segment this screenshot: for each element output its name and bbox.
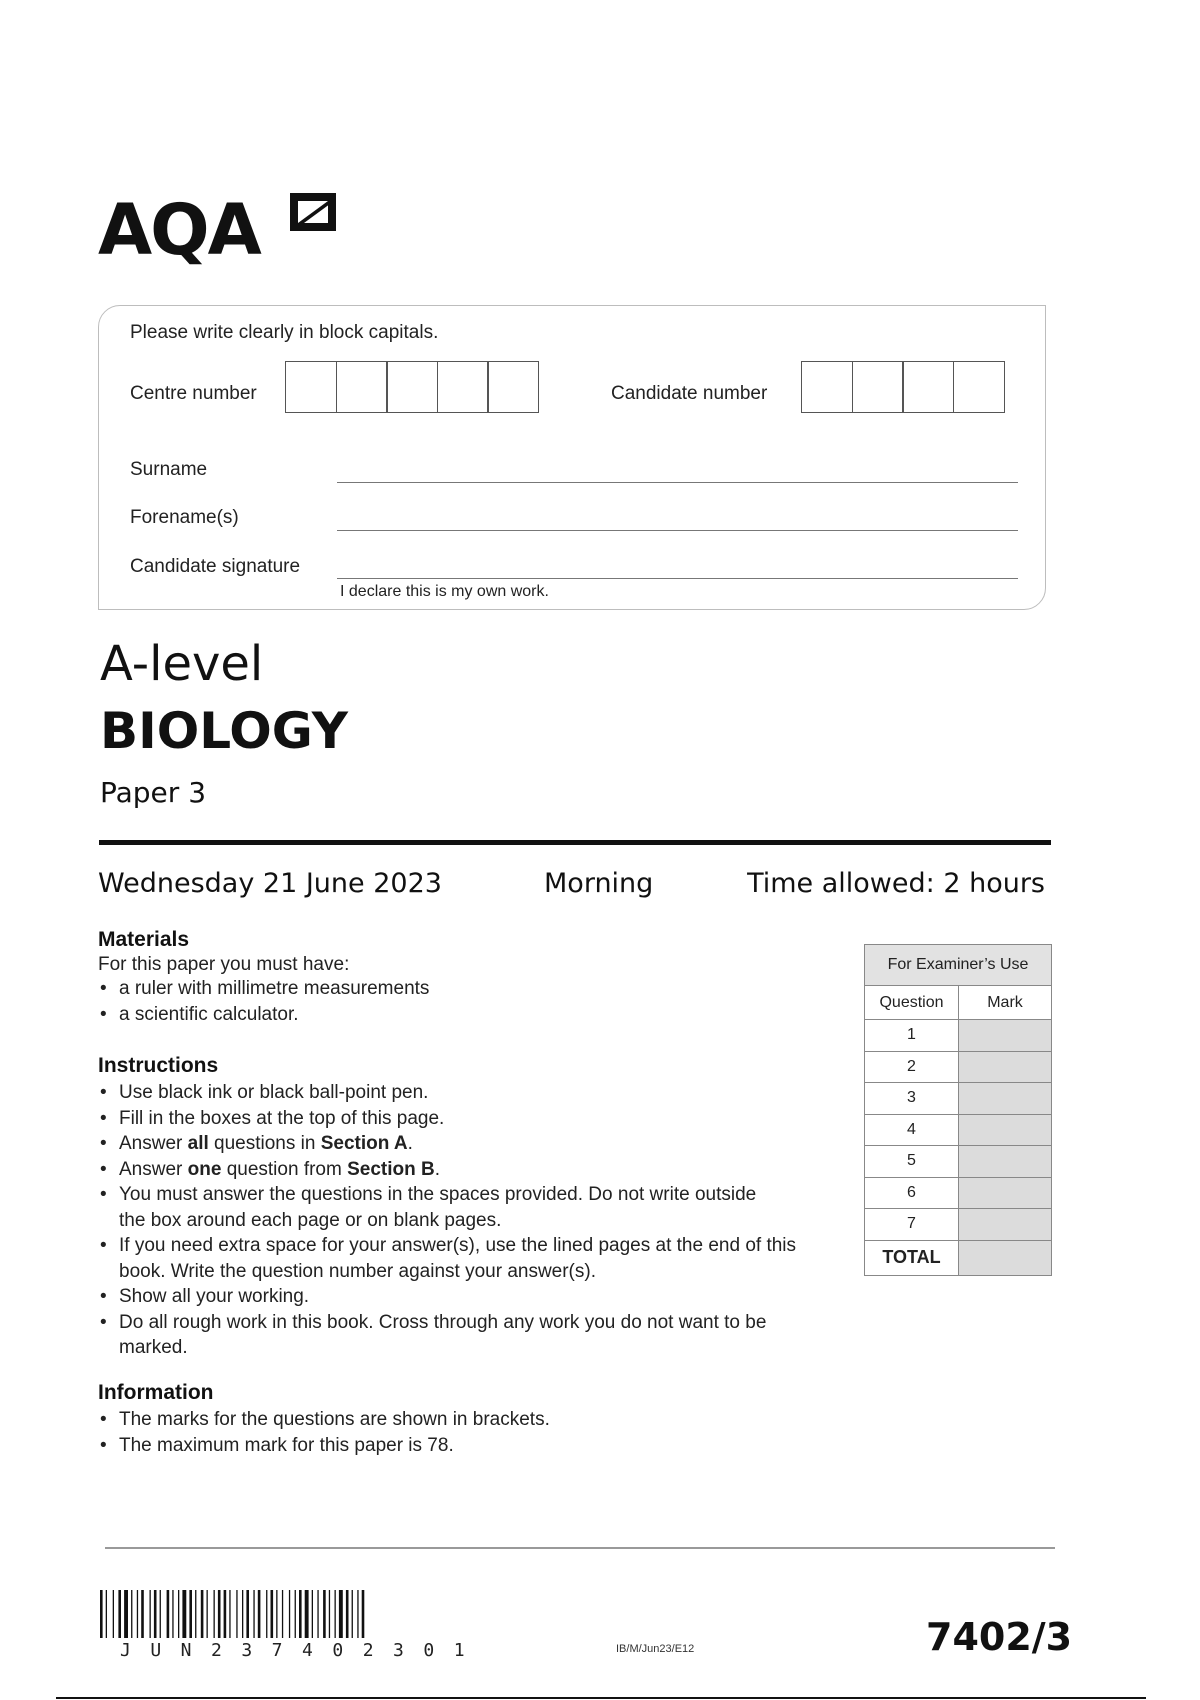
centre-digit-box[interactable] <box>437 361 489 413</box>
forename-field[interactable] <box>337 530 1018 531</box>
barcode-bar <box>189 1590 192 1638</box>
paper-code: 7402/3 <box>926 1615 1073 1659</box>
question-number: 5 <box>865 1146 959 1178</box>
total-mark-cell <box>959 1240 1052 1275</box>
barcode-bar <box>323 1590 326 1638</box>
materials-heading: Materials <box>98 928 190 951</box>
barcode-bar <box>339 1590 343 1638</box>
table-row <box>865 1177 1052 1209</box>
barcode-bar <box>195 1590 196 1638</box>
barcode-bar <box>276 1590 277 1638</box>
barcode-bar <box>295 1590 296 1638</box>
barcode <box>100 1590 460 1638</box>
list-item: • Fill in the boxes at the top of this page. <box>98 1106 838 1132</box>
exam-date: Wednesday 21 June 2023 <box>98 868 442 899</box>
mark-cell <box>959 1020 1052 1052</box>
barcode-bar <box>312 1590 313 1638</box>
question-number: 7 <box>865 1209 959 1241</box>
mark-cell <box>959 1114 1052 1146</box>
examiner-use-table <box>864 944 1052 1276</box>
barcode-bar <box>242 1590 243 1638</box>
centre-number-label: Centre number <box>130 383 257 404</box>
list-item: • a ruler with millimetre measurements <box>98 976 838 1002</box>
barcode-bar <box>178 1590 179 1638</box>
barcode-bar <box>229 1590 230 1638</box>
table-row <box>865 1209 1052 1241</box>
list-item: • Answer all questions in Section A. <box>98 1131 838 1157</box>
question-number: 3 <box>865 1083 959 1115</box>
barcode-bar <box>207 1590 208 1638</box>
surname-label: Surname <box>130 459 208 480</box>
barcode-bar <box>118 1590 121 1638</box>
barcode-bar <box>329 1590 330 1638</box>
barcode-bar <box>131 1590 132 1638</box>
mark-column-header: Mark <box>959 986 1052 1020</box>
barcode-bar <box>113 1590 114 1638</box>
block-capitals-note: Please write clearly in block capitals. <box>130 322 439 343</box>
barcode-bar <box>100 1590 103 1638</box>
instructions-list <box>98 1080 838 1361</box>
barcode-bar <box>335 1590 336 1638</box>
barcode-bar <box>299 1590 302 1638</box>
table-row <box>865 1083 1052 1115</box>
signature-field[interactable] <box>337 578 1018 579</box>
question-column-header: Question <box>865 986 959 1020</box>
centre-digit-box[interactable] <box>386 361 438 413</box>
mark-cell <box>959 1177 1052 1209</box>
barcode-bar <box>258 1590 261 1638</box>
information-heading: Information <box>98 1381 214 1404</box>
barcode-bar <box>201 1590 204 1638</box>
question-number: 1 <box>865 1020 959 1052</box>
list-item: • You must answer the questions in the spaces provided. Do not write outside the box around each page or on blank pages. <box>98 1182 779 1233</box>
table-row <box>865 1146 1052 1178</box>
materials-intro: For this paper you must have: <box>98 954 350 975</box>
logo-text: AQA <box>98 189 260 271</box>
barcode-bar <box>224 1590 227 1638</box>
materials-list <box>98 976 838 1027</box>
barcode-bar <box>266 1590 267 1638</box>
exam-session: Morning <box>544 868 654 899</box>
declaration-text: I declare this is my own work. <box>340 583 549 600</box>
barcode-bar <box>305 1590 309 1638</box>
total-label: TOTAL <box>865 1240 959 1275</box>
signature-label: Candidate signature <box>130 556 301 577</box>
barcode-bar <box>362 1590 365 1638</box>
list-item: • Use black ink or black ball-point pen. <box>98 1080 838 1106</box>
centre-number-boxes[interactable] <box>285 361 539 413</box>
barcode-bar <box>352 1590 353 1638</box>
barcode-bar <box>253 1590 254 1638</box>
barcode-bar <box>271 1590 274 1638</box>
qualification-level: A-level <box>100 636 264 692</box>
time-allowed: Time allowed: 2 hours <box>747 868 1045 899</box>
barcode-bar <box>357 1590 358 1638</box>
mark-cell <box>959 1051 1052 1083</box>
candidate-digit-box[interactable] <box>801 361 853 413</box>
barcode-bar <box>282 1590 283 1638</box>
footer-divider <box>105 1547 1055 1549</box>
list-item: • Show all your working. <box>98 1284 838 1310</box>
barcode-bar <box>172 1590 173 1638</box>
list-item: • The marks for the questions are shown in brackets. <box>98 1407 838 1433</box>
barcode-bar <box>214 1590 215 1638</box>
forename-label: Forename(s) <box>130 507 239 528</box>
question-number: 6 <box>865 1177 959 1209</box>
information-list <box>98 1407 838 1458</box>
title-divider <box>99 840 1051 845</box>
barcode-bar <box>160 1590 161 1638</box>
centre-digit-box[interactable] <box>336 361 388 413</box>
barcode-bar <box>182 1590 186 1638</box>
paper-reference: IB/M/Jun23/E12 <box>616 1643 695 1655</box>
barcode-bar <box>236 1590 237 1638</box>
question-number: 2 <box>865 1051 959 1083</box>
question-number: 4 <box>865 1114 959 1146</box>
barcode-bar <box>150 1590 151 1638</box>
instructions-heading: Instructions <box>98 1054 219 1077</box>
materials-section <box>98 928 838 1027</box>
barcode-bar <box>137 1590 138 1638</box>
list-item: • The maximum mark for this paper is 78. <box>98 1433 838 1459</box>
candidate-number-boxes[interactable] <box>801 361 1005 413</box>
logo-mark-icon <box>288 187 338 237</box>
barcode-bar <box>141 1590 144 1638</box>
page-bottom-rule <box>56 1697 1146 1699</box>
aqa-logo <box>98 185 348 275</box>
surname-field[interactable] <box>337 482 1018 483</box>
information-section <box>98 1381 838 1458</box>
barcode-digits: JUN237402301 <box>120 1640 485 1661</box>
examiner-table-title: For Examiner’s Use <box>865 945 1052 986</box>
table-row <box>865 1051 1052 1083</box>
mark-cell <box>959 1209 1052 1241</box>
centre-digit-box[interactable] <box>487 361 539 413</box>
list-item: • a scientific calculator. <box>98 1002 838 1028</box>
barcode-bar <box>124 1590 128 1638</box>
candidate-number-label: Candidate number <box>611 383 768 404</box>
list-item: • Do all rough work in this book. Cross through any work you do not want to be marked. <box>98 1310 819 1361</box>
table-row <box>865 1114 1052 1146</box>
table-row <box>865 1240 1052 1275</box>
list-item: • If you need extra space for your answer(s), use the lined pages at the end of this book. Write the question number against your answer(s). <box>98 1233 838 1284</box>
instructions-section <box>98 1054 838 1361</box>
paper-number: Paper 3 <box>100 776 207 809</box>
candidate-digit-box[interactable] <box>953 361 1005 413</box>
list-item: • Answer one question from Section B. <box>98 1157 838 1183</box>
table-row <box>865 1020 1052 1052</box>
centre-digit-box[interactable] <box>285 361 337 413</box>
barcode-bar <box>167 1590 170 1638</box>
candidate-digit-box[interactable] <box>852 361 904 413</box>
barcode-bar <box>346 1590 349 1638</box>
mark-cell <box>959 1146 1052 1178</box>
candidate-digit-box[interactable] <box>902 361 954 413</box>
barcode-bar <box>317 1590 318 1638</box>
subject-title: BIOLOGY <box>100 702 348 760</box>
barcode-bar <box>289 1590 290 1638</box>
barcode-bar <box>218 1590 221 1638</box>
barcode-bar <box>246 1590 249 1638</box>
mark-cell <box>959 1083 1052 1115</box>
barcode-bar <box>154 1590 157 1638</box>
barcode-bar <box>106 1590 107 1638</box>
